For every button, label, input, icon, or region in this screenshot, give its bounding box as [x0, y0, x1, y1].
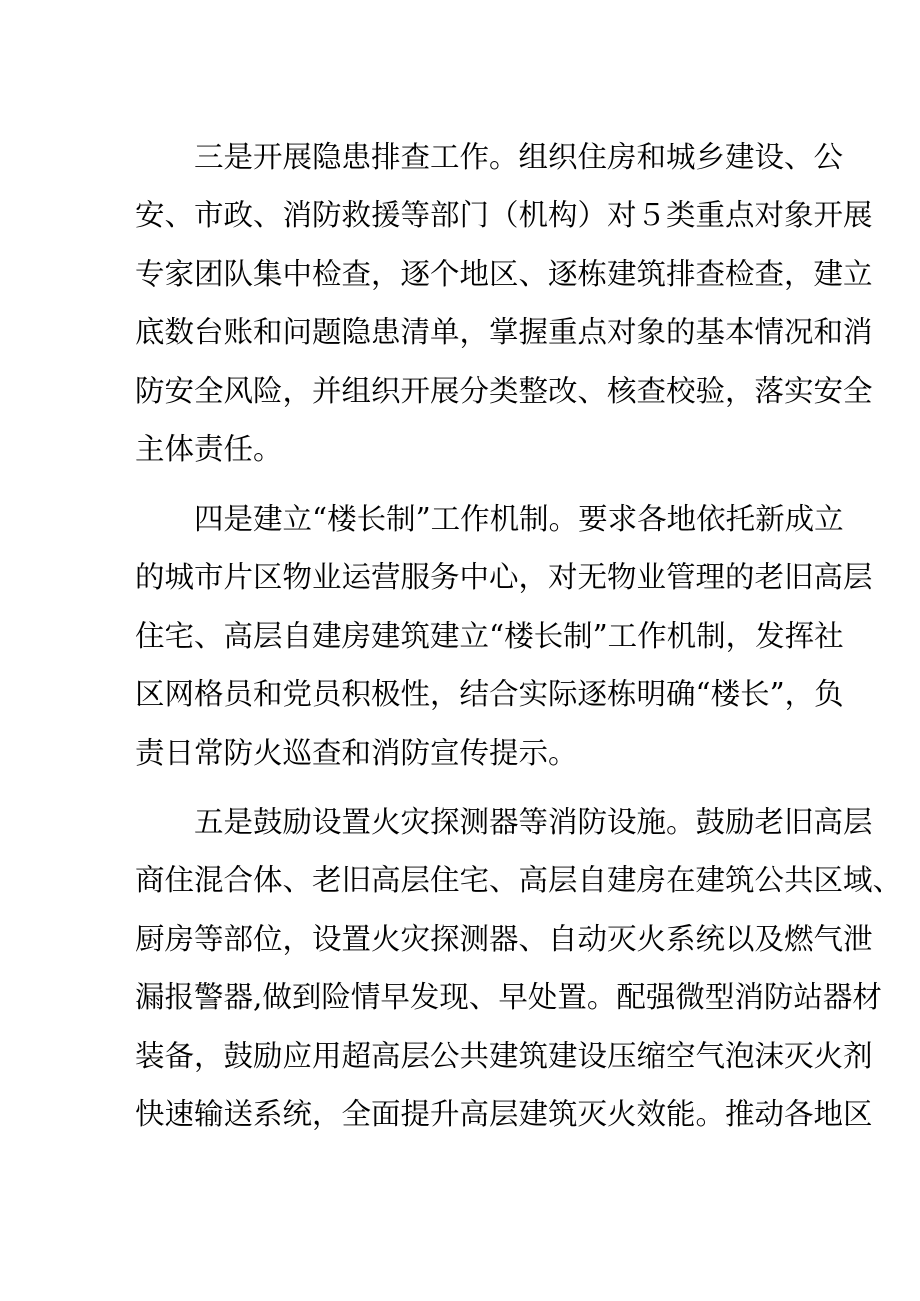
paragraph-line: 专家团队集中检查，逐个地区、逐栋建筑排查检查，建立	[135, 256, 873, 291]
paragraph-line: 五是鼓励设置火灾探测器等消防设施。鼓励老旧高层	[194, 805, 873, 839]
paragraph-line: 主体责任。	[135, 432, 283, 467]
paragraph-line: 住宅、高层自建房建筑建立“楼长制”工作机制，发挥社	[135, 618, 844, 653]
paragraph-line: 的城市片区物业运营服务中心，对无物业管理的老旧高层	[135, 560, 873, 595]
paragraph-line: 厨房等部位，设置火灾探测器、自动灭火系统以及燃气泄	[135, 921, 873, 956]
paragraph-line: 快速输送系统，全面提升高层建筑灭火效能。推动各地区	[135, 1097, 873, 1132]
paragraph-line: 安、市政、消防救援等部门（机构）对５类重点对象开展	[135, 198, 873, 233]
paragraph-line: 装备，鼓励应用超高层公共建筑建设压缩空气泡沫灭火剂	[135, 1038, 873, 1073]
paragraph-4	[135, 490, 873, 782]
paragraph-line: 三是开展隐患排查工作。组织住房和城乡建设、公	[194, 140, 844, 174]
paragraph-3	[135, 128, 873, 478]
paragraph-line: 防安全风险，并组织开展分类整改、核查校验，落实安全	[135, 373, 873, 408]
paragraph-line: 区网格员和党员积极性，结合实际逐栋明确“楼长”，负	[135, 677, 844, 712]
paragraph-line: 底数台账和问题隐患清单，掌握重点对象的基本情况和消	[135, 315, 873, 350]
paragraph-line: 四是建立“楼长制”工作机制。要求各地依托新成立	[194, 502, 844, 536]
paragraph-line: 商住混合体、老旧高层住宅、高层自建房在建筑公共区域、	[135, 863, 903, 898]
paragraph-5	[135, 793, 903, 1143]
paragraph-line: 漏报警器,做到险情早发现、早处置。配强微型消防站器材	[135, 980, 882, 1015]
paragraph-line: 责日常防火巡查和消防宣传提示。	[135, 735, 578, 770]
